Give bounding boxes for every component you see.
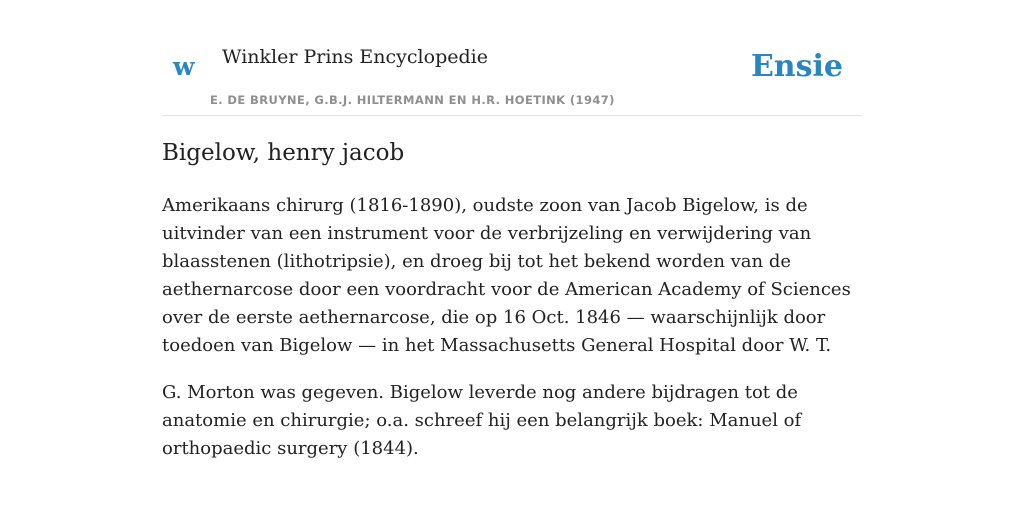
article-paragraph: Amerikaans chirurg (1816-1890), oudste zoon van Jacob Bigelow, is de uitvinder van een instrument voor de verbrijzeling en verwijdering van blaasstenen (lithotripsie), en droeg bij tot het bekend worden van de aethernarcose door een voordracht voor de American Academy of Sciences over de eerste aethernarcose, die op 16 Oct. 1846 — waarschijnlijk door toedoen van Bigelow — in het Massachusetts General Hospital door W. T.	[162, 195, 851, 356]
article-paragraph: G. Morton was gegeven. Bigelow leverde nog andere bijdragen tot de anatomie en chirurgie; o.a. schreef hij een belangrijk boek: Manuel of orthopaedic surgery (1844).	[162, 382, 802, 459]
source-title[interactable]: Winkler Prins Encyclopedie	[222, 46, 488, 68]
article-title: Bigelow, henry jacob	[162, 140, 405, 166]
source-header	[162, 0, 862, 116]
article-body	[162, 192, 862, 482]
page-container	[162, 0, 862, 459]
source-logo[interactable]: w	[173, 52, 195, 81]
source-authors: E. DE BRUYNE, G.B.J. HILTERMANN EN H.R. HOETINK (1947)	[210, 93, 615, 107]
brand-logo[interactable]: Ensie	[750, 49, 843, 84]
